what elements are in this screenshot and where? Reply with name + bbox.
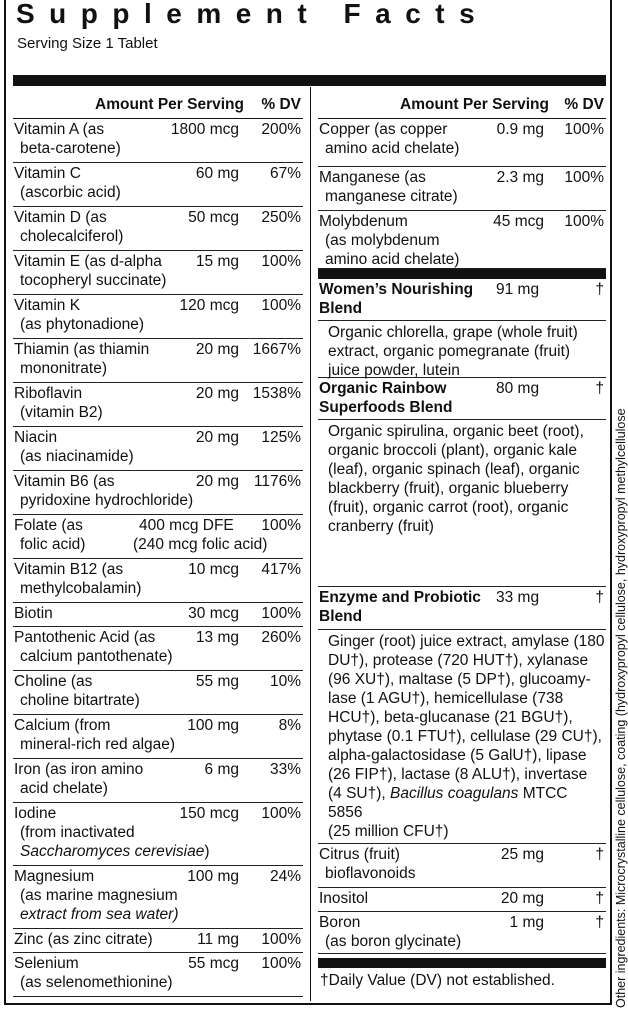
nutrient-name-line2: pyridoxine hydrochloride) (20, 492, 194, 509)
nutrient-name-line3: Saccharomyces cerevisiae (20, 843, 205, 860)
blend-name-line2: Blend (319, 608, 363, 625)
blend-ingredients-line: HCU†), beta-glucanase (21 BGU†), (328, 709, 573, 726)
nutrient-amount: 1 mg (509, 914, 544, 931)
nutrient-row (13, 929, 303, 953)
blend-daily-value: † (595, 380, 604, 397)
nutrient-daily-value: 200% (261, 121, 301, 138)
nutrient-name-line1: Riboflavin (14, 385, 83, 402)
blend-ingredients-line: (25 million CFU†) (328, 823, 449, 840)
blend-ingredients-line: (96 XU†), maltase (5 DP†), glucoamy- (328, 671, 591, 688)
nutrient-name-line1: Biotin (14, 605, 53, 622)
probiotic-strain-code: MTCC 5856 (328, 785, 568, 821)
blend-ingredients-line: alpha-galactosidase (5 GalU†), lipase (328, 747, 587, 764)
nutrient-name-line2: calcium pantothenate) (20, 648, 173, 665)
nutrient-name-line1: Iron (as iron amino (14, 761, 144, 778)
nutrient-row (318, 844, 606, 888)
blend-amount: 91 mg (496, 281, 540, 298)
nutrient-name-line2: acid chelate) (20, 780, 108, 797)
blend-row (318, 378, 606, 420)
nutrient-amount-detail: (240 mcg folic acid) (133, 536, 268, 553)
nutrient-name-line3: amino acid chelate) (325, 251, 460, 268)
blend-ingredients-line: phytase (0.1 FTU†), cellulase (29 CU†), (328, 728, 602, 745)
nutrient-row (13, 627, 303, 671)
nutrient-row (13, 251, 303, 295)
blend-row (318, 279, 606, 321)
nutrient-row (13, 295, 303, 339)
right-column-header (318, 92, 606, 119)
nutrient-name (14, 560, 141, 598)
nutrient-amount: 120 mcg (179, 297, 239, 314)
nutrient-name-line2: manganese citrate) (325, 188, 458, 205)
nutrient-name (319, 212, 459, 269)
nutrient-name-line1: Vitamin D (as (14, 209, 107, 226)
nutrient-name-line1: Selenium (14, 955, 79, 972)
nutrient-daily-value: † (595, 846, 604, 863)
nutrient-name-line2: (as selenomethionine) (20, 974, 173, 991)
nutrient-row (13, 715, 303, 759)
nutrient-daily-value: 24% (269, 868, 301, 885)
nutrient-amount: 55 mcg (188, 955, 239, 972)
nutrient-name-line2: mineral-rich red algae) (20, 736, 176, 753)
bottom-thick-divider (318, 958, 606, 968)
nutrient-name (14, 604, 53, 623)
nutrient-name (14, 428, 134, 466)
nutrient-row (13, 953, 303, 997)
nutrient-row (13, 671, 303, 715)
nutrient-row (13, 339, 303, 383)
nutrient-amount: 2.3 mg (496, 169, 544, 186)
nutrient-row (318, 888, 606, 912)
nutrient-row (13, 119, 303, 163)
blend-ingredients-line: Organic spirulina, organic beet (root), (328, 423, 584, 440)
nutrient-amount: 150 mcg (179, 805, 239, 822)
section-thick-divider (318, 269, 606, 279)
blend-daily-value: † (595, 281, 604, 298)
nutrient-daily-value: 100% (261, 253, 301, 270)
blend-ingredients-line: extract, organic pomegranate (fruit) (328, 343, 571, 360)
nutrient-amount: 100 mg (187, 868, 239, 885)
nutrient-name (14, 672, 140, 710)
blend-ingredients-line: DU†), protease (720 HUT†), xylanase (328, 652, 589, 669)
nutrient-daily-value: 417% (261, 561, 301, 578)
nutrient-name-line2: cholecalciferol) (20, 228, 124, 245)
blend-ingredients-line: juice powder, lutein (328, 362, 460, 379)
nutrient-name-line2: beta-carotene) (20, 140, 121, 157)
other-ingredients-text: Other ingredients: Microcrystalline cellulose, coating (hydroxypropyl cellulose, hydroxypropyl methylcellulose (614, 408, 628, 1008)
nutrient-name-line1: Vitamin A (as (14, 121, 105, 138)
nutrient-amount: 20 mg (195, 473, 239, 490)
nutrient-row (13, 383, 303, 427)
nutrient-name (14, 867, 179, 924)
nutrient-row (318, 211, 606, 269)
blend-ingredients-line: lase (1 AGU†), hemicellulase (738 (328, 690, 564, 707)
nutrient-amount: 25 mg (500, 846, 544, 863)
nutrient-name-line2: (as marine magnesium (20, 887, 178, 904)
nutrient-daily-value: 1176% (253, 473, 301, 490)
nutrient-name (14, 516, 85, 554)
nutrient-name (14, 120, 121, 158)
nutrient-name-line3: extract from sea water) (20, 906, 179, 923)
nutrient-name (14, 472, 193, 510)
nutrient-name (319, 120, 459, 158)
nutrient-daily-value: 100% (564, 169, 604, 186)
nutrient-daily-value: 67% (269, 165, 301, 182)
nutrient-name-line1: Zinc (as zinc citrate) (14, 931, 153, 948)
daily-value-footnote: †Daily Value (DV) not established. (320, 972, 555, 989)
nutrient-name (319, 845, 415, 883)
nutrient-daily-value: 1538% (252, 385, 301, 402)
nutrient-row (13, 866, 303, 929)
nutrient-name-line1: Vitamin E (as d-alpha (14, 253, 162, 270)
nutrient-name (319, 889, 368, 908)
nutrient-name-line2: (as boron glycinate) (325, 933, 462, 950)
blend-ingredients-line: (4 SU†), (328, 785, 391, 802)
nutrient-name-line2: (as niacinamide) (20, 448, 134, 465)
nutrient-name (14, 164, 121, 202)
left-column (13, 92, 303, 997)
nutrient-amount: 400 mcg DFE (139, 517, 234, 534)
blend-ingredients (318, 630, 606, 844)
nutrient-name (14, 296, 144, 334)
nutrient-name (319, 168, 458, 206)
column-divider (310, 87, 311, 1001)
nutrient-amount: 10 mcg (188, 561, 239, 578)
nutrient-row (13, 603, 303, 627)
nutrient-daily-value: 100% (261, 297, 301, 314)
dv-header: % DV (564, 96, 604, 113)
nutrient-amount: 15 mg (195, 253, 239, 270)
nutrient-daily-value: 8% (278, 717, 301, 734)
blend-row (318, 587, 606, 630)
nutrient-name-line1: Vitamin K (14, 297, 81, 314)
nutrient-amount: 45 mcg (493, 213, 544, 230)
serving-size: Serving Size 1 Tablet (17, 35, 158, 52)
blend-daily-value: † (595, 589, 604, 606)
nutrient-name-line1: Vitamin C (14, 165, 81, 182)
nutrient-amount: 20 mg (195, 385, 239, 402)
nutrient-name-line2: tocopheryl succinate) (20, 272, 167, 289)
nutrient-amount: 11 mg (197, 931, 239, 948)
blend-ingredients (318, 420, 606, 587)
nutrient-name-line1: Pantothenic Acid (as (14, 629, 156, 646)
nutrient-amount: 20 mg (500, 890, 544, 907)
nutrient-name-line2: (from inactivated (20, 824, 135, 841)
nutrient-amount: 30 mcg (188, 605, 239, 622)
probiotic-strain-name: Bacillus coagulans (390, 785, 519, 802)
nutrient-row (13, 207, 303, 251)
blend-amount: 33 mg (496, 589, 540, 606)
nutrient-name (14, 252, 166, 290)
nutrient-amount: 20 mg (195, 429, 239, 446)
nutrient-row (318, 912, 606, 954)
nutrient-name (14, 384, 103, 422)
blend-name (319, 280, 473, 318)
nutrient-name-line1: Inositol (319, 890, 369, 907)
dv-header: % DV (261, 96, 301, 113)
blend-ingredients-line: (leaf), organic spinach (leaf), organic (328, 461, 580, 478)
nutrient-name-line2: (as phytonadione) (20, 316, 145, 333)
nutrient-name-line2: (vitamin B2) (20, 404, 103, 421)
nutrient-row (13, 559, 303, 603)
nutrient-daily-value: 10% (269, 673, 301, 690)
nutrient-row (13, 163, 303, 207)
amount-header: Amount Per Serving (400, 96, 549, 113)
blend-name-line1: Women’s Nourishing (319, 281, 474, 298)
nutrient-name-line2: bioflavonoids (325, 865, 416, 882)
nutrient-name-line1: Vitamin B12 (as (14, 561, 124, 578)
nutrient-amount: 100 mg (187, 717, 239, 734)
nutrient-daily-value: † (595, 914, 604, 931)
nutrient-name (14, 208, 123, 246)
nutrient-amount: 20 mg (195, 341, 239, 358)
blend-ingredients-line: (fruit), organic carrot (root), organic (328, 499, 569, 516)
nutrient-row (318, 167, 606, 211)
nutrient-name-line2: folic acid) (20, 536, 86, 553)
nutrient-amount: 55 mg (195, 673, 239, 690)
nutrient-name (14, 954, 173, 992)
nutrient-row (13, 803, 303, 866)
nutrient-name (14, 930, 153, 949)
nutrient-row (13, 759, 303, 803)
nutrient-name (14, 340, 149, 378)
nutrient-name-line1: Magnesium (14, 868, 95, 885)
nutrient-name-line1: Boron (319, 914, 361, 931)
nutrient-daily-value: 100% (564, 213, 604, 230)
nutrient-name-line3-end: ) (204, 843, 210, 860)
nutrient-row (13, 471, 303, 515)
nutrient-name (14, 628, 173, 666)
nutrient-amount: 1800 mcg (170, 121, 239, 138)
nutrient-daily-value: 1667% (252, 341, 301, 358)
nutrient-amount: 50 mcg (188, 209, 239, 226)
blend-ingredients-line: Organic chlorella, grape (whole fruit) (328, 324, 578, 341)
nutrient-daily-value: 100% (564, 121, 604, 138)
nutrient-row (13, 427, 303, 471)
nutrient-name-line2: methylcobalamin) (20, 580, 142, 597)
nutrient-daily-value: 250% (261, 209, 301, 226)
nutrient-name-line2: choline bitartrate) (20, 692, 140, 709)
nutrient-name-line1: Iodine (14, 805, 57, 822)
nutrient-name-line1: Thiamin (as thiamin (14, 341, 150, 358)
nutrient-name-line1: Molybdenum (319, 213, 408, 230)
nutrient-daily-value: † (595, 890, 604, 907)
nutrient-name-line1: Folate (as (14, 517, 83, 534)
nutrient-name-line2: (ascorbic acid) (20, 184, 121, 201)
nutrient-name (14, 760, 143, 798)
blend-ingredients (318, 321, 606, 378)
nutrient-daily-value: 260% (261, 629, 301, 646)
blend-name-line1: Organic Rainbow (319, 380, 447, 397)
nutrient-name-line1: Choline (as (14, 673, 93, 690)
amount-header: Amount Per Serving (95, 96, 244, 113)
nutrient-daily-value: 33% (269, 761, 301, 778)
top-thick-divider (13, 75, 606, 86)
nutrient-name-line1: Copper (as copper (319, 121, 448, 138)
nutrient-amount: 6 mg (204, 761, 239, 778)
blend-ingredients-line: blackberry (fruit), organic blueberry (328, 480, 569, 497)
nutrient-name-line1: Manganese (as (319, 169, 426, 186)
blend-amount: 80 mg (496, 380, 540, 397)
blend-name-line2: Superfoods Blend (319, 399, 453, 416)
nutrient-daily-value: 100% (261, 931, 301, 948)
blend-ingredients-line: organic broccoli (plant), organic kale (328, 442, 577, 459)
nutrient-daily-value: 100% (261, 955, 301, 972)
nutrient-amount: 13 mg (195, 629, 239, 646)
right-column (318, 92, 606, 990)
nutrient-row (13, 515, 303, 559)
nutrient-amount: 0.9 mg (496, 121, 544, 138)
blend-name (319, 588, 481, 626)
nutrient-daily-value: 100% (261, 605, 301, 622)
blend-ingredients-line: Ginger (root) juice extract, amylase (180 (328, 633, 605, 650)
panel-title: Supplement Facts (16, 0, 490, 29)
nutrient-name-line1: Vitamin B6 (as (14, 473, 115, 490)
nutrient-name-line2: mononitrate) (20, 360, 108, 377)
nutrient-name (14, 716, 175, 754)
nutrient-name-line2: (as molybdenum (325, 232, 440, 249)
blend-name (319, 379, 452, 417)
nutrient-daily-value: 125% (261, 429, 301, 446)
nutrient-daily-value: 100% (261, 517, 301, 534)
blend-name-line2: Blend (319, 300, 363, 317)
nutrient-name-line1: Niacin (14, 429, 58, 446)
nutrient-name (319, 913, 461, 951)
blend-ingredients-line: cranberry (fruit) (328, 518, 434, 535)
nutrient-name-line1: Calcium (from (14, 717, 111, 734)
nutrient-name-line1: Citrus (fruit) (319, 846, 400, 863)
nutrient-name-line2: amino acid chelate) (325, 140, 460, 157)
left-column-header (13, 92, 303, 119)
nutrient-daily-value: 100% (261, 805, 301, 822)
nutrient-amount: 60 mg (195, 165, 239, 182)
nutrient-row (318, 119, 606, 167)
blend-ingredients-line: (26 FIP†), lactase (8 ALU†), invertase (328, 766, 588, 783)
blend-name-line1: Enzyme and Probiotic (319, 589, 481, 606)
